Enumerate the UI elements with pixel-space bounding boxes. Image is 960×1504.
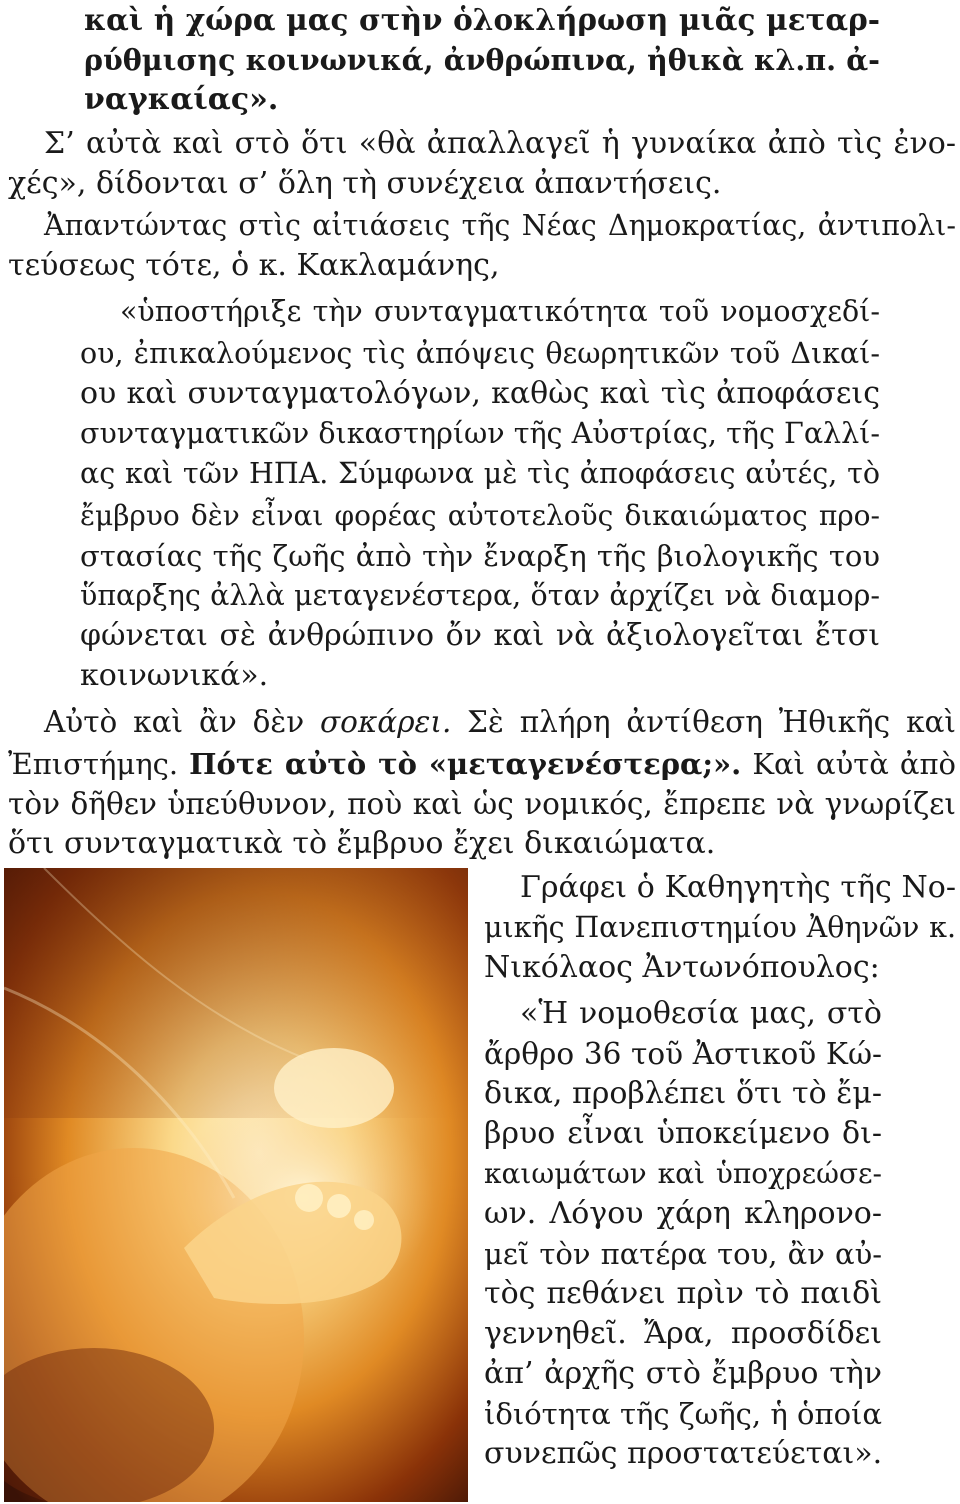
para2-line-2: τεύσεως τότε, ὁ κ. Κακλαμάνης,: [8, 248, 500, 283]
para4-line: μικῆς Πανεπιστημίου Ἀθηνῶν κ.: [484, 911, 956, 944]
quote1-line: «ὑποστήριξε τὴν συνταγματικότητα τοῦ νομοσχεδί-: [120, 295, 880, 328]
quote1-line: φώνεται σὲ ἀνθρώπινο ὄν καὶ νὰ ἀξιολογεῖται ἔτσι: [80, 618, 880, 653]
para3-text: Αὐτὸ καὶ ἂν δὲν: [44, 705, 321, 739]
quote2-line: δικα, προβλέπει ὅτι τὸ ἔμ-: [484, 1076, 882, 1111]
para2-line-1: Ἀπαντώντας στὶς αἰτιάσεις τῆς Νέας Δημοκρατίας, ἀντιπολι-: [44, 209, 956, 242]
fetus-photo-icon: [4, 868, 468, 1502]
quote1-line: στασίας τῆς ζωῆς ἀπὸ τὴν ἔναρξη τῆς βιολογικῆς του: [80, 539, 880, 573]
para3-text: Καὶ αὐτὰ ἀπὸ: [741, 747, 956, 781]
intro-line-3: ναγκαίας».: [84, 82, 279, 117]
quote2-line: βρυο εἶναι ὑποκείμενο δι-: [484, 1116, 882, 1151]
quote2-line: ἀπ’ ἀρχῆς στὸ ἔμβρυο τὴν: [484, 1356, 882, 1391]
para3-line-2: [8, 744, 956, 784]
quote1-line: ὕπαρξης ἀλλὰ μεταγενέστερα, ὅταν ἀρχίζει νὰ διαμορ-: [80, 579, 880, 612]
para3-line-3: τὸν δῆθεν ὑπεύθυνον, ποὺ καὶ ὡς νομικός, ἔπρεπε νὰ γνωρίζει: [8, 787, 956, 821]
para3-line-4: ὅτι συνταγματικὰ τὸ ἔμβρυο ἔχει δικαιώματα.: [8, 826, 716, 861]
quote2-line: ἄρθρο 36 τοῦ Ἀστικοῦ Κώ-: [484, 1037, 882, 1071]
quote1-line: ου καὶ συνταγματολόγων, καθὼς καὶ τὶς ἀποφάσεις: [80, 376, 880, 411]
quote1-line: ας καὶ τῶν ΗΠΑ. Σύμφωνα μὲ τὶς ἀποφάσεις αὐτές, τὸ: [80, 457, 880, 490]
quote2-line: «Ἡ νομοθεσία μας, στὸ: [520, 996, 882, 1031]
para4-line: Νικόλαος Ἀντωνόπουλος:: [484, 950, 880, 985]
quote1-line: ου, ἐπικαλούμενος τὶς ἀπόψεις θεωρητικῶν τοῦ Δικαί-: [80, 337, 880, 370]
intro-line-2: ρύθμισης κοινωνικά, ἀνθρώπινα, ἠθικὰ κλ.π. ἀ-: [84, 43, 880, 77]
quote2-line: γεννηθεῖ. Ἄρα, προσδίδει: [484, 1316, 882, 1351]
quote2-line: ἰδιότητα τῆς ζωῆς, ἡ ὁποία: [484, 1397, 882, 1431]
quote2-line: τὸς πεθάνει πρὶν τὸ παιδὶ: [484, 1276, 882, 1311]
quote1-line: συνταγματικῶν δικαστηρίων τῆς Αὐστρίας, τῆς Γαλλί-: [80, 417, 880, 450]
para3-text: Ἐπιστήμης.: [8, 747, 190, 781]
quote2-line: ων. Λόγου χάρη κληρονο-: [484, 1196, 882, 1231]
fetus-photo: [4, 868, 468, 1502]
para3-line-1: [44, 702, 956, 742]
quote1-line: κοινωνικά».: [80, 658, 269, 693]
quote2-line: μεῖ τὸν πατέρα του, ἂν αὐ-: [484, 1237, 882, 1271]
para1-line-1: Σ’ αὐτὰ καὶ στὸ ὅτι «θὰ ἀπαλλαγεῖ ἡ γυναίκα ἀπὸ τὶς ἐνο-: [44, 126, 956, 161]
para3-bold-text: Πότε αὐτὸ τὸ «μεταγενέστερα;».: [189, 747, 742, 781]
para3-italic-text: σοκάρει.: [320, 705, 452, 739]
para1-line-2: χές», δίδονται σ’ ὅλη τὴ συνέχεια ἀπαντήσεις.: [8, 166, 722, 201]
para4-line: Γράφει ὁ Καθηγητὴς τῆς Νο-: [520, 870, 956, 905]
quote1-line: ἔμβρυο δὲν εἶναι φορέας αὐτοτελοῦς δικαιώματος προ-: [80, 499, 880, 532]
quote2-line: συνεπῶς προστατεύεται».: [484, 1436, 883, 1471]
para3-text: Σὲ πλήρη ἀντίθεση Ἠθικῆς καὶ: [451, 705, 956, 739]
intro-line-1: καὶ ἡ χώρα μας στὴν ὁλοκλήρωση μιᾶς μεταρ-: [84, 2, 880, 37]
quote2-line: καιωμάτων καὶ ὑποχρεώσε-: [484, 1157, 882, 1190]
